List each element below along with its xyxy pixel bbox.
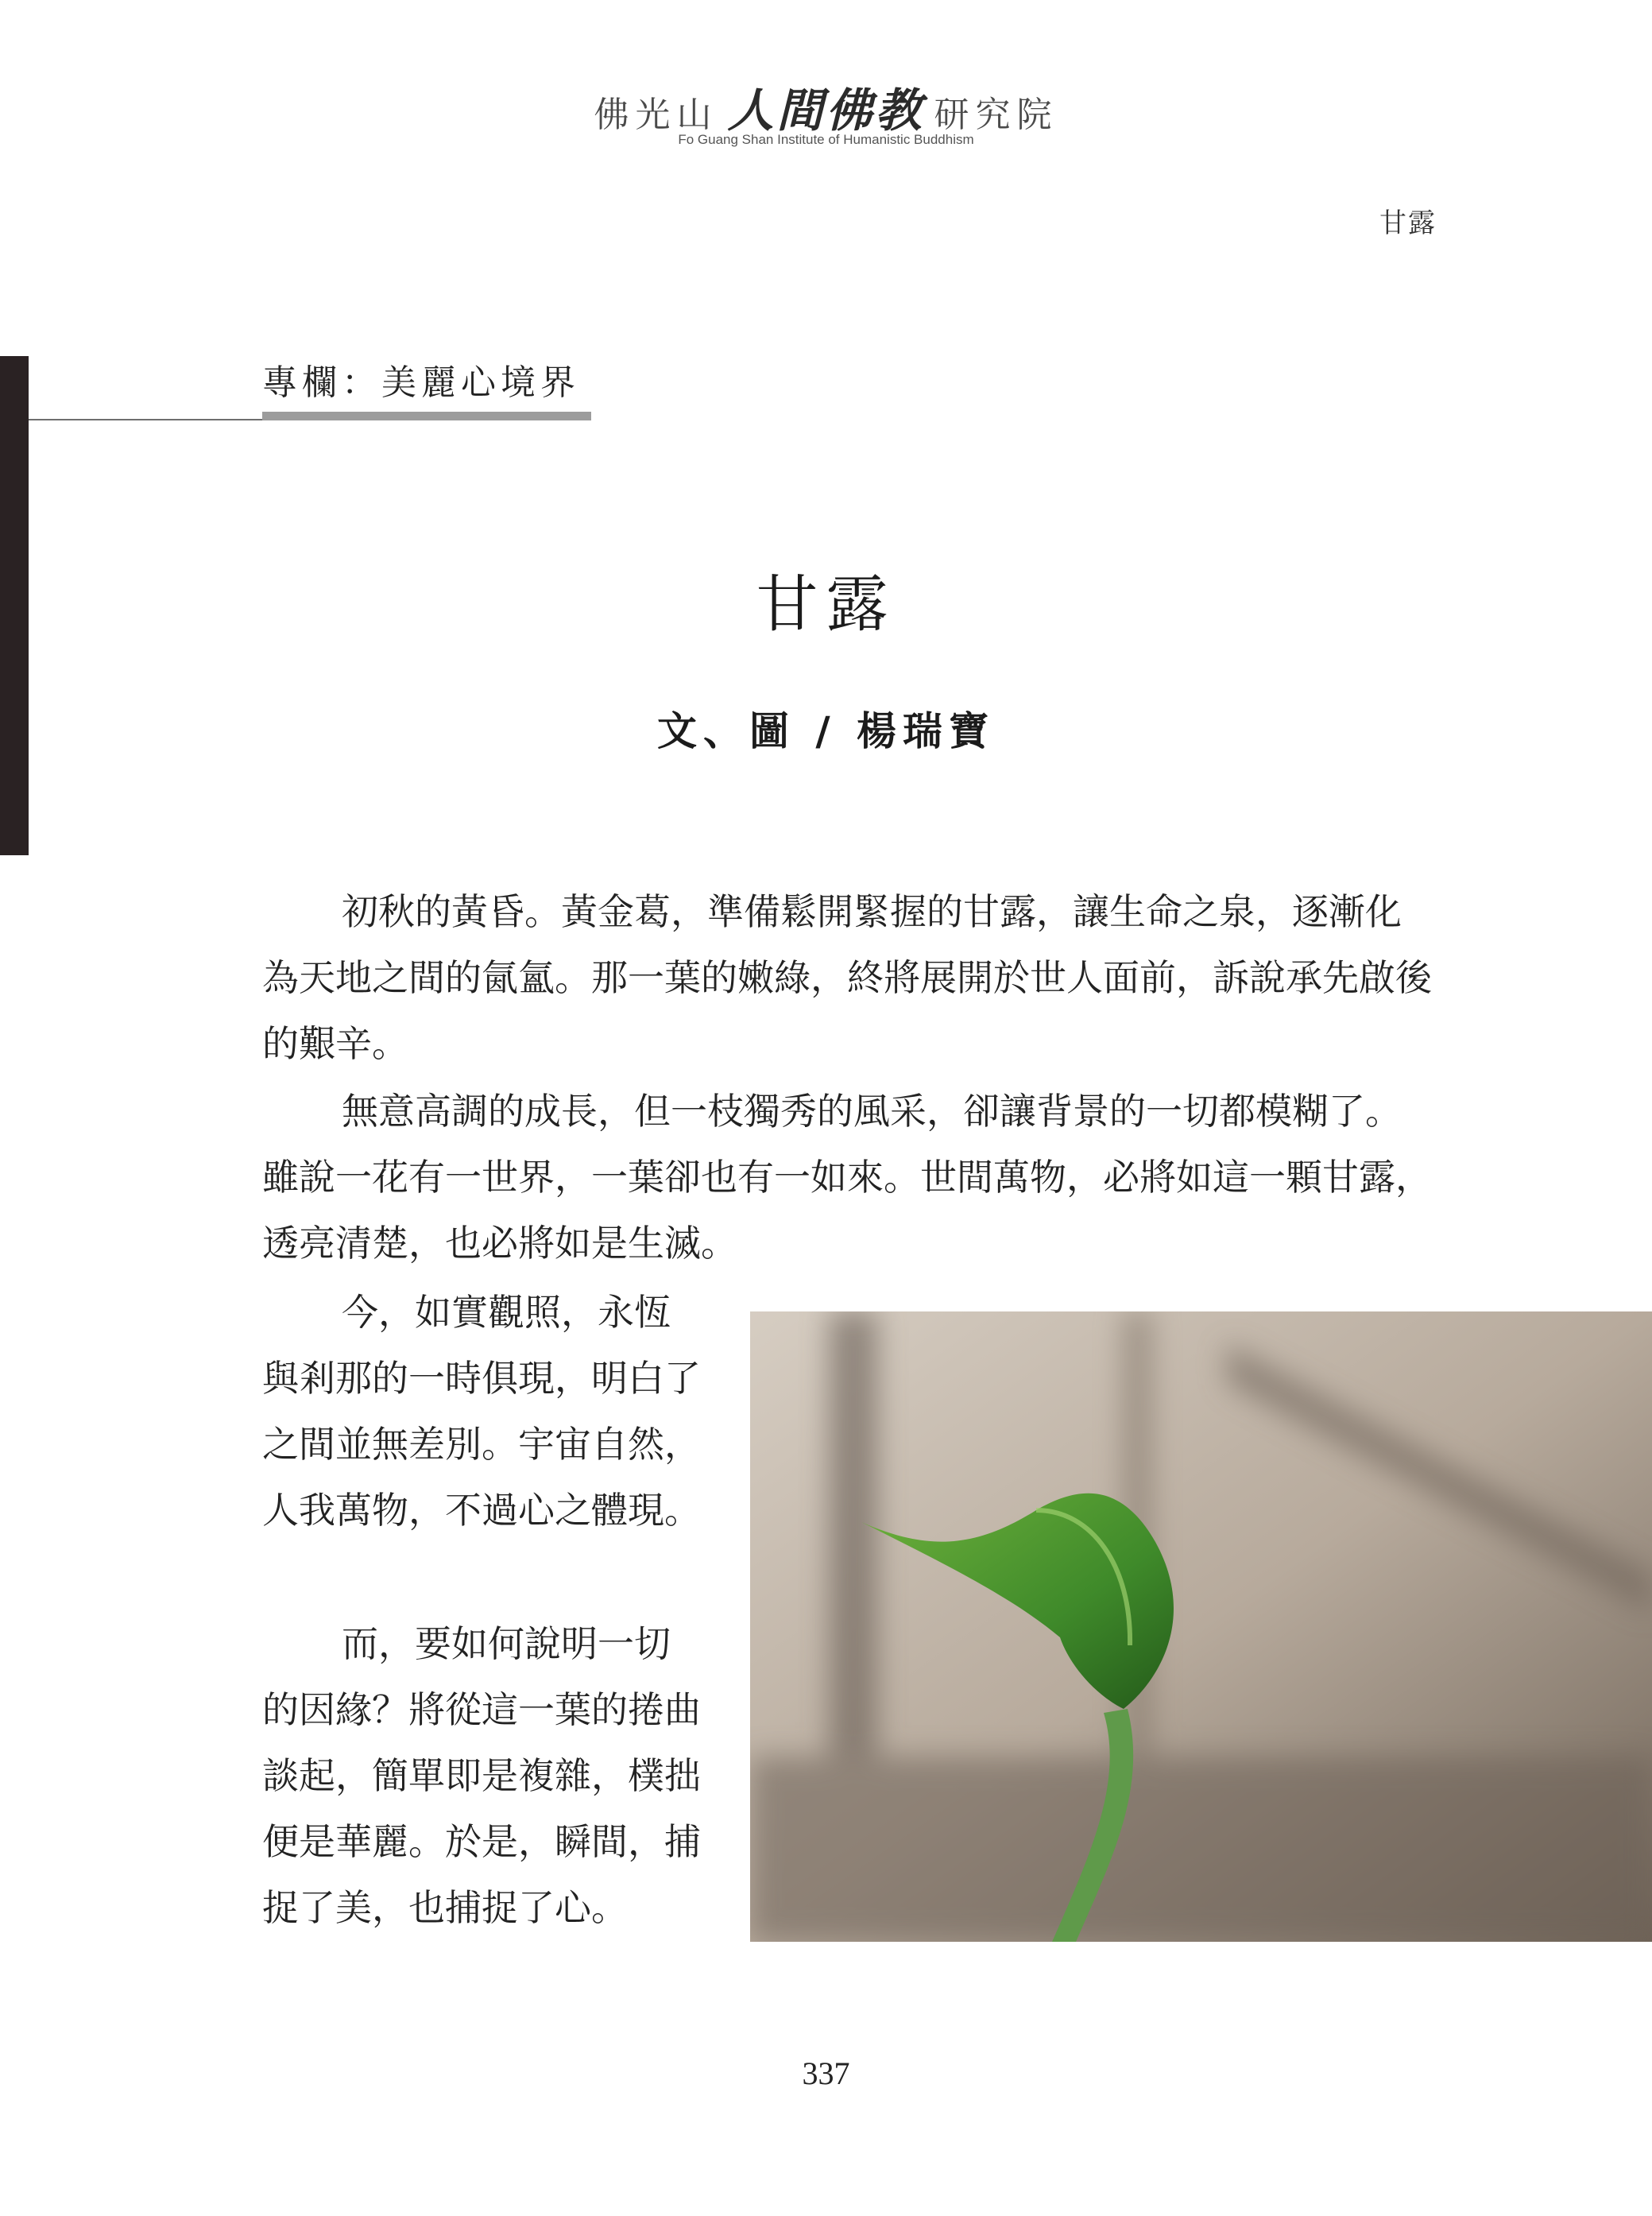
header-logo-text: 人間佛教 bbox=[727, 83, 925, 138]
paragraph-4: 而，要如何說明一切的因緣？將從這一葉的捲曲談起，簡單即是複雜，樸拙便是華麗。於是，瞬間，捕捉了美，也捕捉了心。 bbox=[262, 1622, 701, 1929]
column-underline bbox=[262, 412, 591, 420]
column-label: 專欄：美麗心境界 bbox=[262, 362, 580, 403]
paragraph-2: 無意高調的成長，但一枝獨秀的風采，卻讓背景的一切都模糊了。雖說一花有一世界，一葉卻也有一如來。世間萬物，必將如這一顆甘露，透亮清楚，也必將如是生滅。 bbox=[262, 1090, 1432, 1265]
leaf-photo bbox=[750, 1311, 1652, 1942]
page-number: 337 bbox=[802, 2055, 850, 2091]
running-title: 甘露 bbox=[1379, 207, 1437, 239]
article-byline: 文、圖 / 楊瑞寶 bbox=[656, 707, 996, 754]
header-name-right: 研究院 bbox=[934, 95, 1058, 135]
paragraph-1: 初秋的黃昏。黃金葛，準備鬆開緊握的甘露，讓生命之泉，逐漸化為天地之間的氤氳。那一葉的嫩綠，終將展開於世人面前，訴說承先啟後的艱辛。 bbox=[262, 890, 1432, 1065]
header-english: Fo Guang Shan Institute of Humanistic Buddhism bbox=[678, 132, 974, 147]
paragraph-3: 今，如實觀照，永恆與剎那的一時俱現，明白了之間並無差別。宇宙自然，人我萬物，不過心之體現。 bbox=[262, 1291, 701, 1532]
header-name-left: 佛光山 bbox=[594, 95, 718, 135]
header-institute bbox=[0, 73, 1652, 140]
article-title: 甘露 bbox=[756, 569, 896, 641]
